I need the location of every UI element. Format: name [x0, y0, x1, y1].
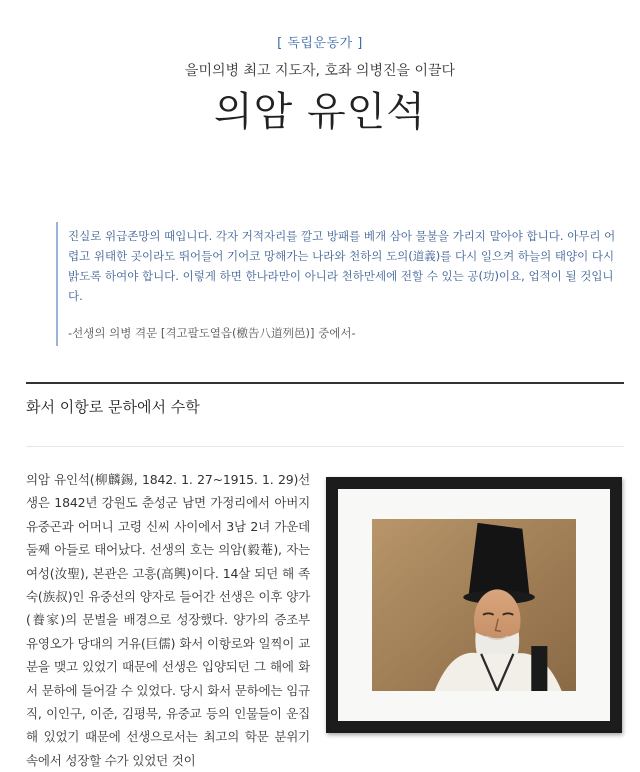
- body-paragraph: 의암 유인석(柳麟錫, 1842. 1. 27~1915. 1. 29)선생은 1842년 강원도 춘성군 남면 가정리에서 아버지 유중곤과 어머니 고령 신씨 사이에서 3남 2녀 가운데 둘째 아들로 태어났다. 선생의 호는 의암(毅菴), 자는 여성(汝聖), 본관은 고흥(高興)이다. 14살 되던 해 족숙(族叔)인 유중선의 양자로 들어간 선생은 이후 양가(養家)의 문벌을 배경으로 성장했다. 양가의 증조부 유영오가 당대의 거유(巨儒) 화서 이항로와 일찍이 교분을 맺고 있었기 때문에 선생은 입양되던 그 해에 화서 문하에 들어갈 수 있었다. 당시 화서 문하에는 임규직, 이인구, 이준, 김평묵, 유중교 등의 인물들이 운집해 있었기 때문에 선생으로서는 최고의 학문 분위기 속에서 성장할 수가 있었던 것이: [26, 472, 310, 768]
- section-heading: 화서 이항로 문하에서 수학: [26, 398, 200, 416]
- portrait-frame: [326, 477, 622, 733]
- quote-text: 진실로 위급존망의 때입니다. 각자 거적자리를 깔고 방패를 베개 삼아 물불을 가리지 말아야 합니다. 아무리 어렵고 위태한 곳이라도 뛰어들어 기어코 망해가는 나라와 천하의 도의(道義)를 다시 일으켜 하늘의 태양이 다시 밝도록 하여야 합니다. 이렇게 하면 한나라만이 아니라 천하만세에 전할 수 있는 공(功)이요, 업적이 될 것입니다.: [68, 229, 616, 303]
- quote-source: -선생의 의병 격문 [격고팔도열읍(檄告八道列邑)] 중에서-: [68, 326, 356, 340]
- quote-block: [56, 222, 626, 346]
- page-title: 의암 유인석: [214, 89, 426, 135]
- page-subtitle: 을미의병 최고 지도자, 호좌 의병진을 이끌다: [184, 63, 456, 79]
- category-label: [ 독립운동가 ]: [277, 36, 363, 51]
- portrait-image: [372, 519, 576, 691]
- portrait-mat: [338, 489, 610, 721]
- section-divider-thin: [26, 446, 624, 447]
- section-divider: [26, 382, 624, 384]
